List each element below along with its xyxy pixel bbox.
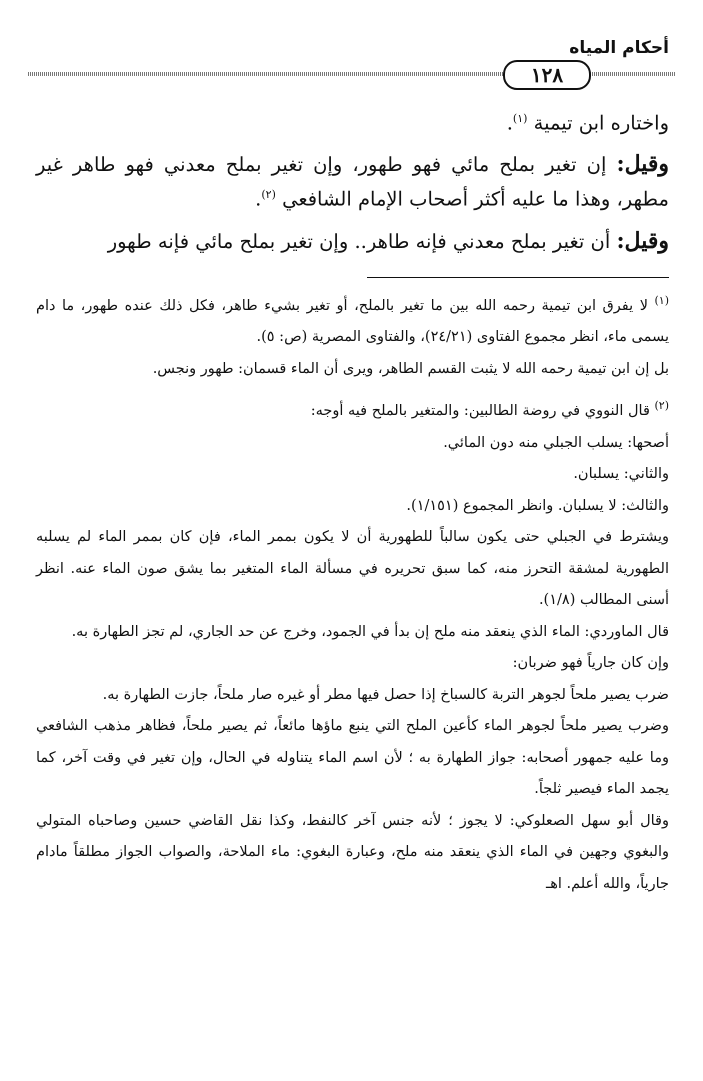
main-paragraph-1-end: . (506, 111, 513, 135)
main-paragraph-2-text: إن تغير بملح مائي فهو طهور، وإن تغير بملح معدني فهو طاهر غير مطهر، وهذا ما عليه أكثر أصحاب الإمام الشافعي (36, 152, 669, 210)
footnote-1 (36, 285, 669, 354)
main-paragraph-3-text: أن تغير بملح معدني فإنه طاهر.. وإن تغير بملح مائي فإنه طهور (107, 230, 617, 253)
footnote-1-marker: (١) (654, 294, 669, 307)
footnote-2-intro: قال النووي في روضة الطالبين: والمتغير بالملح فيه أوجه: (310, 403, 655, 420)
footnote-2-paragraph-9: وقال أبو سهل الصعلوكي: لا يجوز ؛ لأنه جنس آخر كالنفط، وكذا نقل القاضي حسين وصاحباه المتولي والبغوي وجهين في الماء الذي ينعقد منه ملح، وعبارة البغوي: ماء الملاحة، والصواب الجواز مطلقاً مادام جارياً، والله أعلم. اهـ (36, 812, 669, 892)
footnote-separator (367, 277, 669, 278)
main-paragraph-2 (36, 149, 669, 215)
main-paragraph-2-end: . (255, 187, 262, 210)
main-text (36, 104, 669, 269)
footnote-1-continued: بل إن ابن تيمية رحمه الله لا يثبت القسم الطاهر، ويرى أن الماء قسمان: طهور ونجس. (152, 360, 669, 377)
footnote-2-paragraph-4: ويشترط في الجبلي حتى يكون سالباً للطهورية أن لا يكون بممر الماء، فإن كان بممر الماء لم يسلبه الطهورية لمشقة التحرز منه، كما سبق تحريره في مسألة الماء المتغير بما يشق صون الماء عنه. انظر أسنى المطالب (١/٨). (36, 529, 669, 609)
footnote-2-paragraph-6: وإن كان جارياً فهو ضربان: (512, 655, 669, 672)
footnote-1-text: لا يفرق ابن تيمية رحمه الله بين ما تغير بالملح، أو تغير بشيء طاهر، فكل ذلك عنده طهور، ما دام يسمى ماء، انظر مجموع الفتاوى (٢٤/٢١)، والفتاوى المصرية (ص: ٥). (36, 297, 669, 346)
footnote-2-marker: (٢) (654, 399, 669, 413)
footnote-ref-1[interactable]: (١) (512, 112, 528, 125)
footnote-2-line-3: والثالث: لا يسلبان. وانظر المجموع (١/١٥١). (406, 497, 669, 514)
footnotes (36, 285, 669, 900)
footnote-2-line-1: أصحها: يسلب الجبلي منه دون المائي. (443, 434, 669, 451)
page-number: ١٢٨ (503, 60, 591, 90)
running-title: أحكام المياه (569, 38, 669, 58)
footnote-2-line-2: والثاني: يسلبان. (573, 466, 669, 483)
keyword-qila: وقيل: (616, 228, 669, 254)
footnote-2-paragraph-7: ضرب يصير ملحاً لجوهر التربة كالسباخ إذا حصل فيها مطر أو غيره صار ملحاً، جازت الطهارة به. (102, 686, 669, 703)
main-paragraph-1-text: واختاره ابن تيمية (533, 111, 669, 135)
main-paragraph-3 (36, 226, 669, 257)
footnote-ref-2[interactable]: (٢) (261, 187, 276, 201)
main-paragraph-1 (36, 104, 669, 139)
footnote-2-paragraph-8: وضرب يصير ملحاً لجوهر الماء كأعين الملح التي ينبع ماؤها مائعاً، ثم يصير ملحاً، فظاهر مذهب الشافعي وما عليه جمهور أصحابه: جواز الطهارة به ؛ لأن اسم الماء يتناوله في الحال، وإن تغير في وقت آخر، كما يجمد الماء فيصير ثلجاً. (36, 718, 669, 798)
footnote-2 (36, 390, 669, 427)
footnote-2-paragraph-5: قال الماوردي: الماء الذي ينعقد منه ملح إن بدأ في الجمود، وخرج عن حد الجاري، لم تجز الطهارة به. (71, 623, 669, 640)
keyword-qila: وقيل: (616, 150, 670, 177)
